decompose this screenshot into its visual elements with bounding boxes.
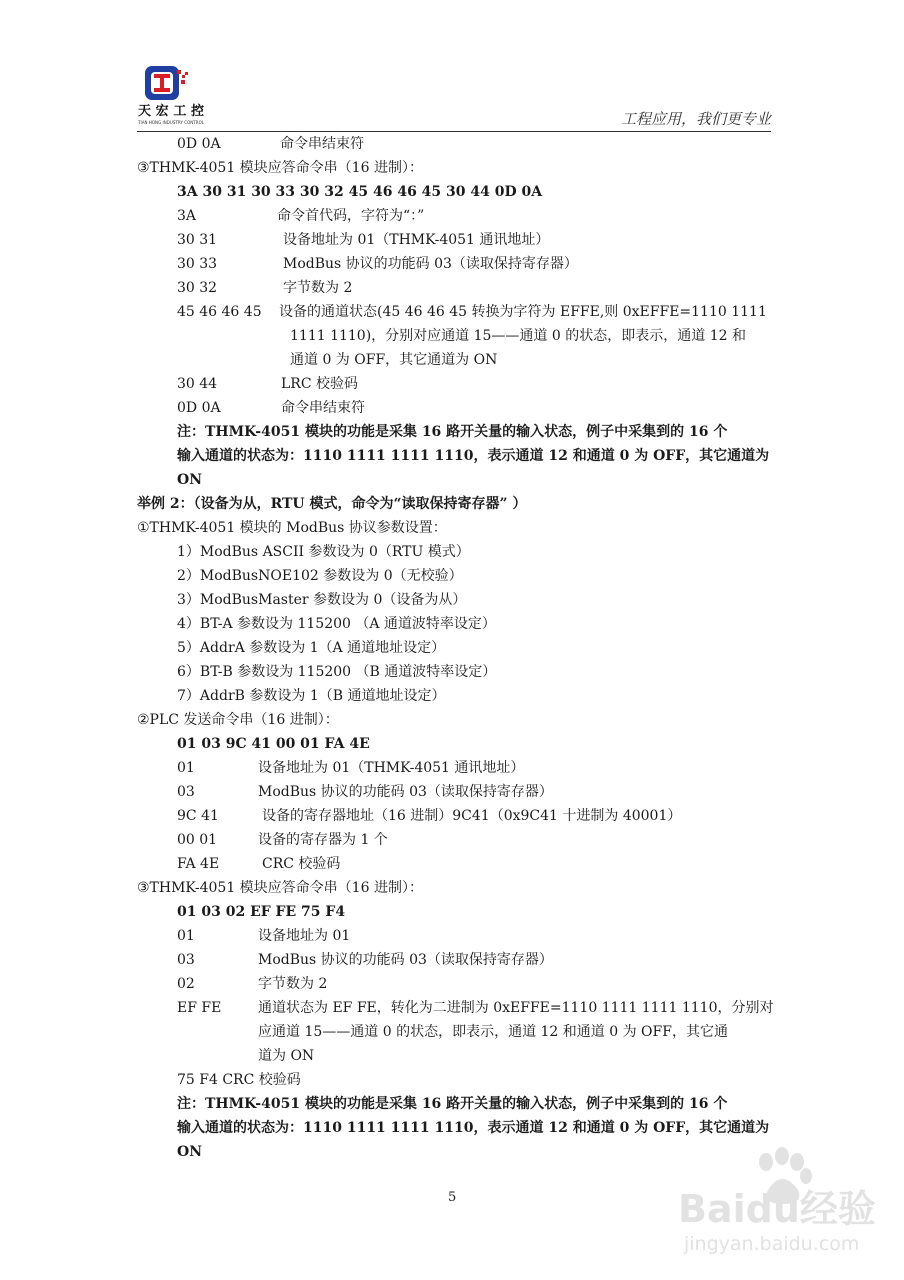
logo-subtitle: TIAN HONG INDUSTRY CONTROL — [138, 120, 204, 125]
line-l34-a: 01 — [177, 928, 195, 944]
line-l33: 01 03 02 EF FE 75 F4 — [177, 904, 346, 920]
line-l9: 1111 1110)，分别对应通道 15——通道 0 的状态，即表示，通道 12 和 — [290, 328, 746, 344]
line-l30-b: 设备的寄存器为 1 个 — [258, 832, 388, 848]
line-l39: 道为 ON — [258, 1048, 315, 1064]
line-l11-a: 30 44 — [177, 376, 218, 392]
line-l17: ①THMK-4051 模块的 ModBus 协议参数设置： — [137, 520, 447, 536]
param-item-2: 2）ModBusNOE102 参数设为 0（无校验） — [177, 568, 463, 584]
line-l37-b: 通道状态为 EF FE，转化为二进制为 0xEFFE=1110 1111 1111 1110，分别对 — [258, 1000, 774, 1016]
watermark-brand: Baidu经验 — [678, 1187, 876, 1231]
line-l27-b: 设备地址为 01（THMK-4051 通讯地址） — [258, 760, 525, 776]
param-item-1: 1）ModBus ASCII 参数设为 0（RTU 模式） — [177, 544, 470, 560]
line-l35-b: ModBus 协议的功能码 03（读取保持寄存器） — [258, 952, 553, 968]
line-l6-a: 30 33 — [177, 256, 218, 272]
line-l25: ②PLC 发送命令串（16 进制）： — [137, 712, 339, 728]
line-l3: 3A 30 31 30 33 30 32 45 46 46 45 30 44 0D 0A — [177, 184, 543, 200]
note2-line-1: 注：THMK-4051 模块的功能是采集 16 路开关量的输入状态，例子中采集到的 16 个 — [177, 1096, 728, 1112]
company-logo — [137, 64, 207, 128]
line-l28-b: ModBus 协议的功能码 03（读取保持寄存器） — [258, 784, 553, 800]
example-2-heading: 举例 2：（设备为从，RTU 模式，命令为“读取保持寄存器” ） — [137, 496, 527, 512]
line-l31-a: FA 4E — [177, 856, 220, 872]
watermark-url: jingyan.baidu.com — [684, 1233, 860, 1255]
line-l12-a: 0D 0A — [177, 400, 221, 416]
param-item-3: 3）ModBusMaster 参数设为 0（设备为从） — [177, 592, 467, 608]
param-item-4: 4）BT-A 参数设为 115200 （A 通道波特率设定） — [177, 616, 496, 632]
note-line-3: ON — [177, 472, 202, 488]
note-line-2: 输入通道的状态为：1110 1111 1111 1110，表示通道 12 和通道 0 为 OFF，其它通道为 — [177, 448, 770, 464]
param-item-5: 5）AddrA 参数设为 1（A 通道地址设定） — [177, 640, 446, 656]
line-l38: 应通道 15——通道 0 的状态，即表示，通道 12 和通道 0 为 OFF，其它通 — [258, 1024, 728, 1040]
line-l31-b: CRC 校验码 — [262, 856, 341, 872]
line-l29-b: 设备的寄存器地址（16 进制）9C41（0x9C41 十进制为 40001） — [262, 808, 682, 824]
line-l1-a: 0D 0A — [177, 136, 221, 152]
line-l36-b: 字节数为 2 — [258, 976, 328, 992]
line-l30-a: 00 01 — [177, 832, 218, 848]
line-l32: ③THMK-4051 模块应答命令串（16 进制）： — [137, 880, 423, 896]
line-l27-a: 01 — [177, 760, 195, 776]
line-l12-b: 命令串结束符 — [281, 400, 365, 416]
line-l11-b: LRC 校验码 — [281, 376, 358, 392]
logo-name: 天宏工控 — [138, 104, 204, 119]
line-l2: ③THMK-4051 模块应答命令串（16 进制）： — [137, 160, 423, 176]
line-l5-b: 设备地址为 01（THMK-4051 通讯地址） — [283, 232, 550, 248]
param-item-7: 7）AddrB 参数设为 1（B 通道地址设定） — [177, 688, 446, 704]
line-l7-b: 字节数为 2 — [283, 280, 353, 296]
page-number: 5 — [448, 1190, 457, 1205]
line-l40: 75 F4 CRC 校验码 — [177, 1072, 301, 1088]
line-l35-a: 03 — [177, 952, 195, 968]
line-l26: 01 03 9C 41 00 01 FA 4E — [177, 736, 370, 752]
line-l6-b: ModBus 协议的功能码 03（读取保持寄存器） — [283, 256, 578, 272]
line-l4-a: 3A — [177, 208, 197, 224]
baidu-watermark — [676, 1142, 876, 1262]
note2-line-2: 输入通道的状态为：1110 1111 1111 1110，表示通道 12 和通道 0 为 OFF，其它通道为 — [177, 1120, 770, 1136]
line-l10: 通道 0 为 OFF，其它通道为 ON — [290, 352, 498, 368]
line-l34-b: 设备地址为 01 — [258, 928, 351, 944]
line-l1-b: 命令串结束符 — [280, 136, 364, 152]
line-l5-a: 30 31 — [177, 232, 218, 248]
line-l8-a: 45 46 46 45 — [177, 304, 262, 320]
header-slogan: 工程应用，我们更专业 — [620, 110, 771, 128]
line-l36-a: 02 — [177, 976, 195, 992]
param-item-6: 6）BT-B 参数设为 115200 （B 通道波特率设定） — [177, 664, 497, 680]
line-l4-b: 命令首代码，字符为“：” — [277, 208, 425, 224]
note-line-1: 注：THMK-4051 模块的功能是采集 16 路开关量的输入状态，例子中采集到的 16 个 — [177, 424, 728, 440]
note2-line-3: ON — [177, 1144, 202, 1160]
header-rule — [137, 131, 771, 132]
line-l28-a: 03 — [177, 784, 195, 800]
line-l29-a: 9C 41 — [177, 808, 219, 824]
line-l8-b: 设备的通道状态(45 46 46 45 转换为字符为 EFFE,则 0xEFFE=1110 1111 — [279, 304, 767, 320]
line-l37-a: EF FE — [177, 1000, 222, 1016]
line-l7-a: 30 32 — [177, 280, 218, 296]
